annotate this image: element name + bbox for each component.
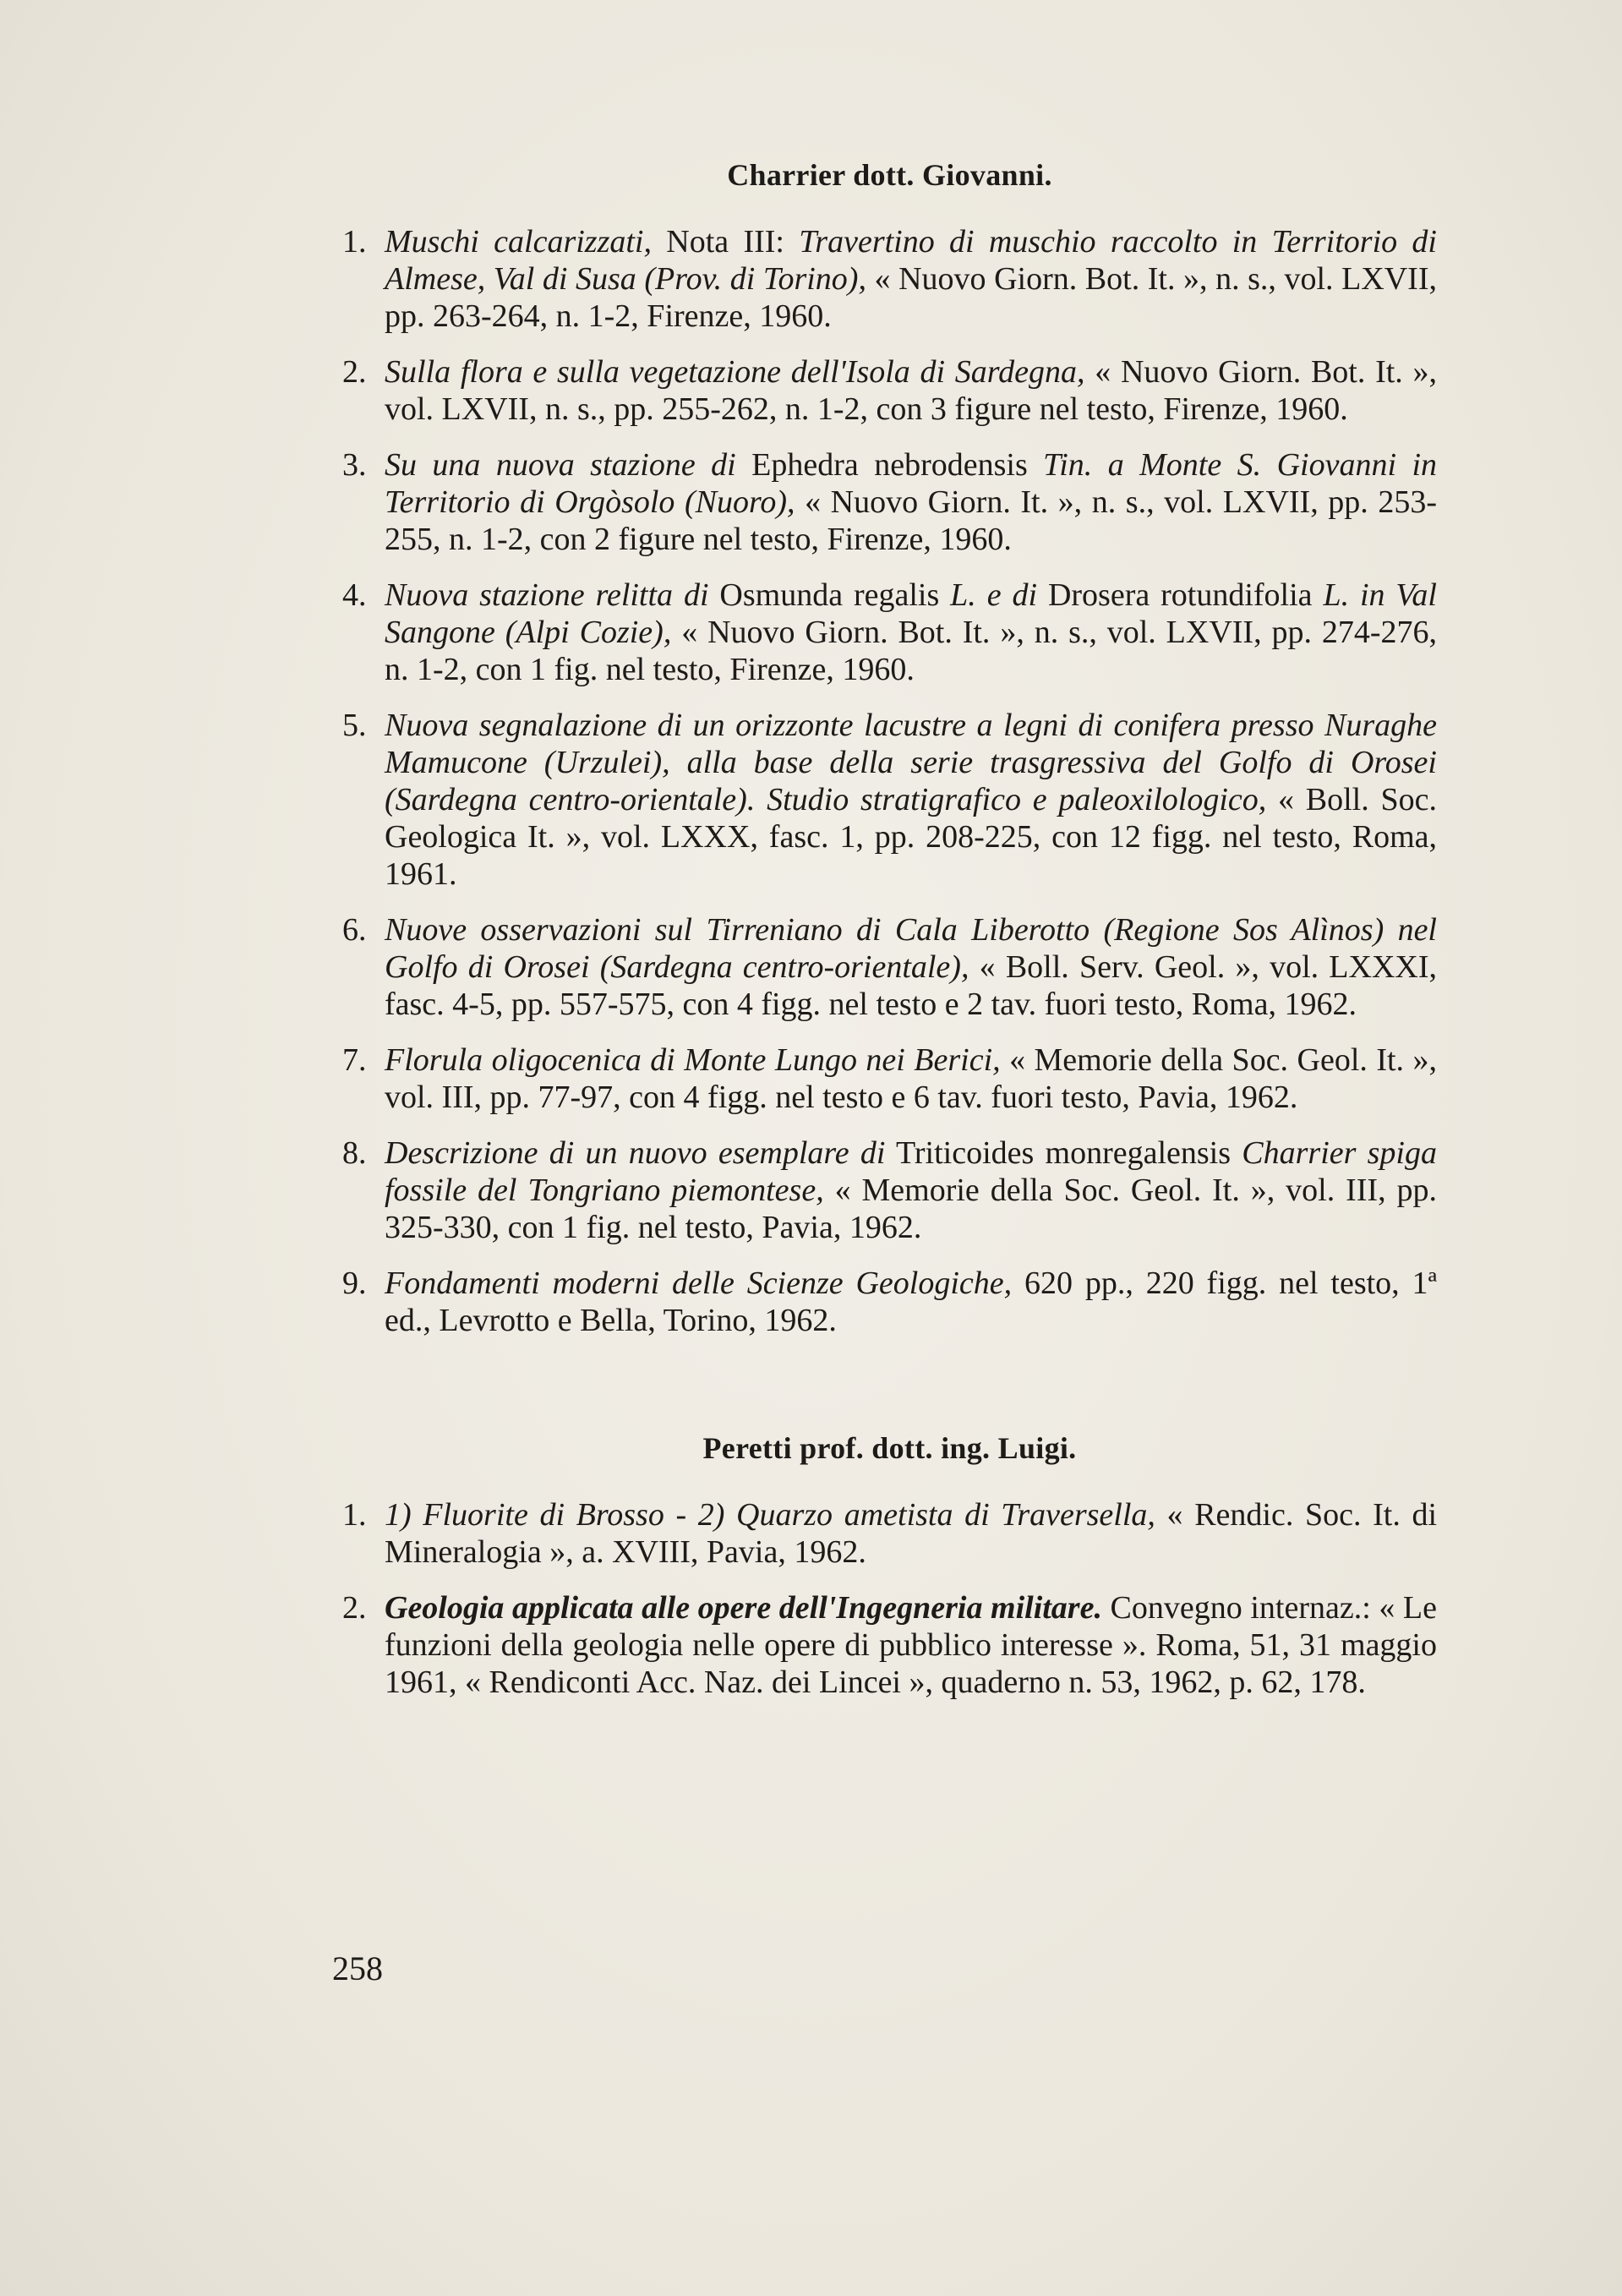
publication-entry: 8. Descrizione di un nuovo esemplare di Triticoides monregalensis Charrier spiga fossile del Tongriano piemontese, « Memorie della Soc. Geol. It. », vol. III, pp. 325-330, con 1 fig. nel testo, Pavia, 1962. bbox=[342, 1135, 1437, 1245]
publication-list-charrier bbox=[342, 223, 1437, 1339]
publication-entry: 3. Su una nuova stazione di Ephedra nebrodensis Tin. a Monte S. Giovanni in Territorio di Orgòsolo (Nuoro), « Nuovo Giorn. It. », n. s., vol. LXVII, pp. 253-255, n. 1-2, con 2 figure nel testo, Firenze, 1960. bbox=[342, 447, 1438, 557]
publication-entry: 4. Nuova stazione relitta di Osmunda regalis L. e di Drosera rotundifolia L. in Val Sangone (Alpi Cozie), « Nuovo Giorn. Bot. It. », n. s., vol. LXVII, pp. 274-276, n. 1-2, con 1 fig. nel testo, Firenze, 1960. bbox=[342, 577, 1437, 687]
publication-entry: 1. 1) Fluorite di Brosso - 2) Quarzo ametista di Traversella, « Rendic. Soc. It. di Mineralogia », a. XVIII, Pavia, 1962. bbox=[342, 1497, 1438, 1570]
author-heading-peretti: Peretti prof. dott. ing. Luigi. bbox=[702, 1431, 1077, 1465]
publication-entry: 6. Nuove osservazioni sul Tirreniano di Cala Liberotto (Regione Sos Alìnos) nel Golfo di Orosei (Sardegna centro-orientale), « Boll. Serv. Geol. », vol. LXXXI, fasc. 4-5, pp. 557-575, con 4 figg. nel testo e 2 tav. fuori testo, Roma, 1962. bbox=[342, 912, 1438, 1022]
publication-entry: 9. Fondamenti moderni delle Scienze Geologiche, 620 pp., 220 figg. nel testo, 1ª ed., Levrotto e Bella, Torino, 1962. bbox=[342, 1266, 1438, 1338]
publication-entry: 2. Geologia applicata alle opere dell'Ingegneria militare. Convegno internaz.: « Le funzioni della geologia nelle opere di pubblico interesse ». Roma, 51, 31 maggio 1961, « Rendiconti Acc. Naz. dei Lincei », quaderno n. 53, 1962, p. 62, 178. bbox=[342, 1590, 1437, 1700]
author-heading-charrier: Charrier dott. Giovanni. bbox=[727, 158, 1052, 192]
publication-entry: 7. Florula oligocenica di Monte Lungo nei Berici, « Memorie della Soc. Geol. It. », vol. III, pp. 77-97, con 4 figg. nel testo e 6 tav. fuori testo, Pavia, 1962. bbox=[342, 1042, 1437, 1115]
page-number: 258 bbox=[332, 1949, 383, 1987]
publication-entry: 1. Muschi calcarizzati, Nota III: Travertino di muschio raccolto in Territorio di Almese, Val di Susa (Prov. di Torino), « Nuovo Giorn. Bot. It. », n. s., vol. LXVII, pp. 263-264, n. 1-2, Firenze, 1960. bbox=[342, 224, 1437, 334]
text-column bbox=[342, 157, 1437, 1719]
publication-entry: 2. Sulla flora e sulla vegetazione dell'Isola di Sardegna, « Nuovo Giorn. Bot. It. », vol. LXVII, n. s., pp. 255-262, n. 1-2, con 3 figure nel testo, Firenze, 1960. bbox=[342, 354, 1437, 427]
publication-entry: 5. Nuova segnalazione di un orizzonte lacustre a legni di conifera presso Nuraghe Mamucone (Urzulei), alla base della serie trasgressiva del Golfo di Orosei (Sardegna centro-orientale). Studio stratigrafico e paleoxilologico, « Boll. Soc. Geologica It. », vol. LXXX, fasc. 1, pp. 208-225, con 12 figg. nel testo, Roma, 1961. bbox=[342, 708, 1437, 892]
publication-list-peretti bbox=[342, 1496, 1437, 1701]
